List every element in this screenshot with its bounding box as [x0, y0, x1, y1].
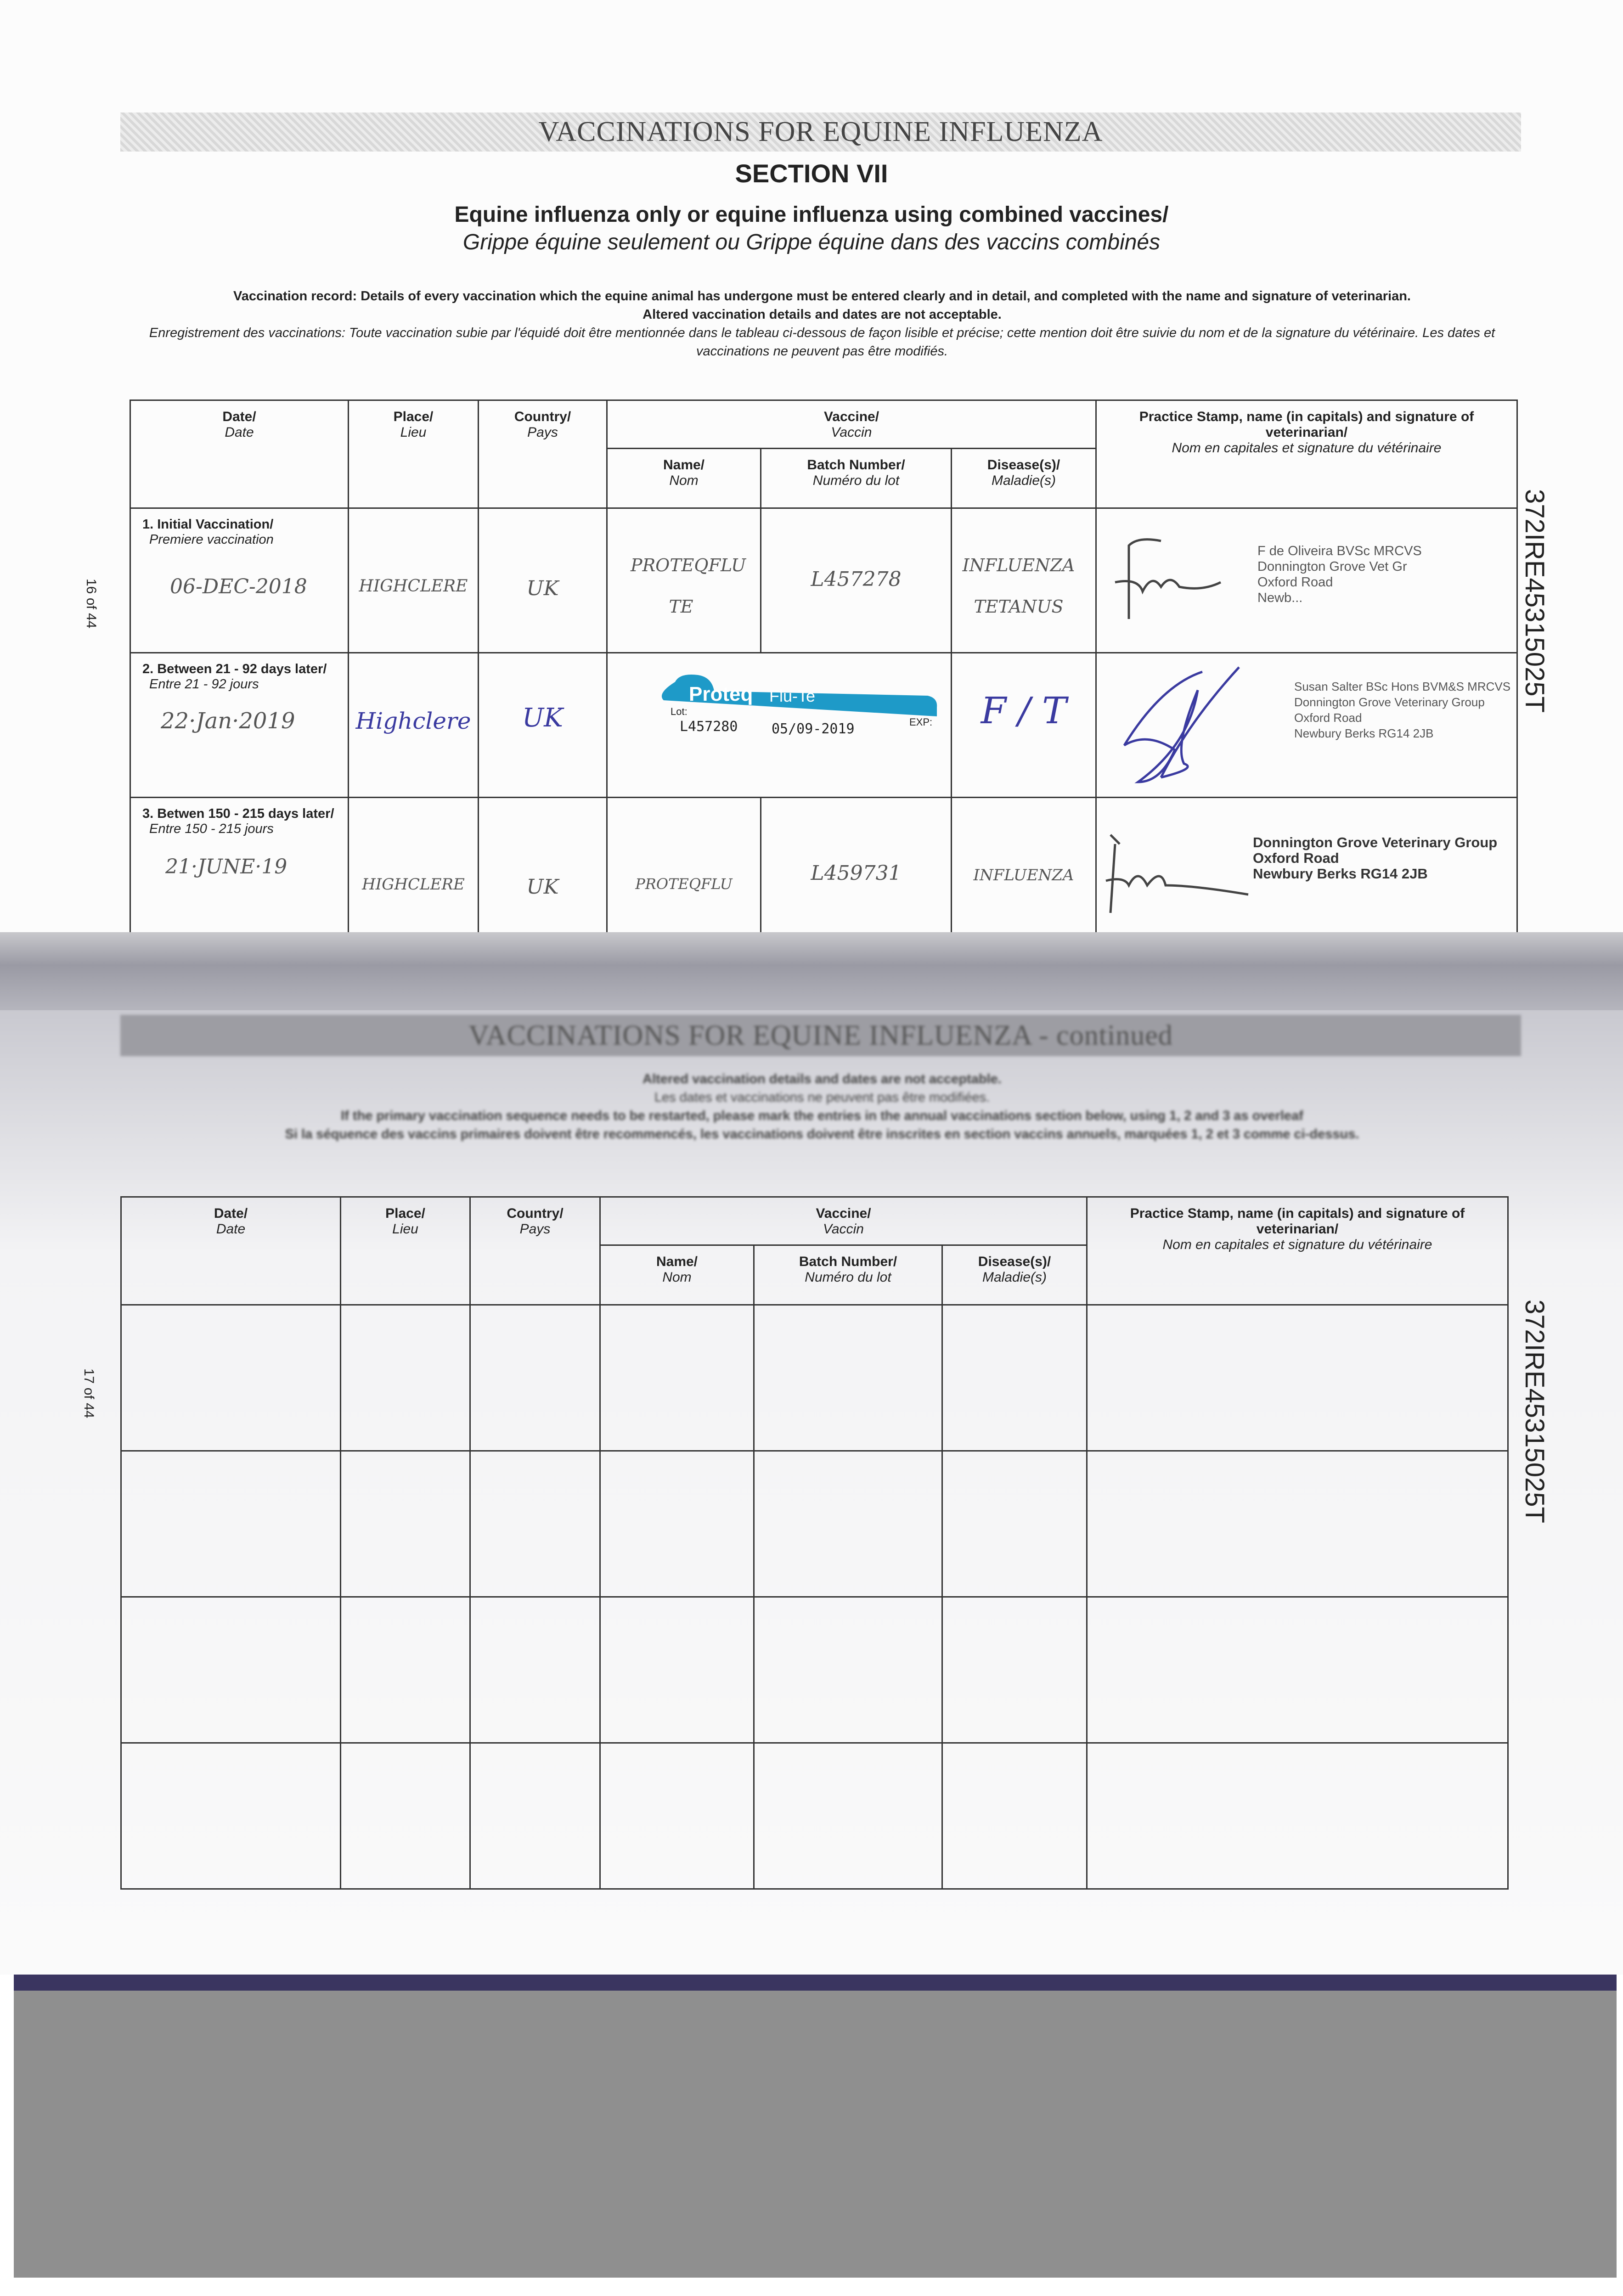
table-cell: [470, 1451, 600, 1597]
table-cell: [349, 653, 479, 798]
table-cell: [341, 1743, 470, 1889]
col-place: Place/ Lieu: [349, 400, 479, 508]
date-value: 06-DEC-2018: [170, 575, 307, 598]
passport-id: 372IRE45315025T: [1520, 489, 1550, 713]
table-cell: [479, 798, 607, 942]
column-header: Name/ Nom: [600, 1245, 754, 1305]
table-cell: [470, 1305, 600, 1451]
table-cell: [341, 1451, 470, 1597]
lot-value: L457280: [680, 719, 738, 735]
empty-row[interactable]: [121, 1743, 1508, 1889]
col-stamp: Practice Stamp, name (in capitals) and signature of veterinarian/ Nom en capitales et signature du vétérinaire: [1096, 400, 1517, 508]
empty-row[interactable]: [121, 1305, 1508, 1451]
subtitle-en: Equine influenza only or equine influenza using combined vaccines/: [454, 203, 1169, 227]
exp-value: 05/09-2019: [772, 721, 855, 737]
table-cell: [1087, 1305, 1508, 1451]
country-value: UK: [526, 577, 559, 600]
table-cell: [121, 1305, 341, 1451]
place-value: Highclere: [355, 708, 471, 734]
banner-title-2: VACCINATIONS FOR EQUINE INFLUENZA - continued: [468, 1019, 1173, 1051]
note-fr: Les dates et vaccinations ne peuvent pas être modifiées.: [654, 1090, 990, 1105]
binding-edge: [14, 1975, 1617, 1991]
vet-stamp: Susan Salter BSc Hons BVM&S MRCVS Donnington Grove Veterinary Group Oxford Road Newbury Berks RG14 2JB: [1294, 680, 1511, 740]
column-header: Country/ Pays: [470, 1197, 600, 1305]
lot-label: Lot:: [671, 706, 688, 717]
signature: [1101, 826, 1253, 917]
table-cell: [479, 653, 607, 798]
instructions-en: Vaccination record: Details of every vaccination which the equine animal has undergone must be entered clearly and in detail, and completed with the name and signature of veterinarian.: [233, 289, 1411, 304]
column-header: Vaccine/ Vaccin: [600, 1197, 1087, 1245]
table-cell: [121, 1743, 341, 1889]
table-cell: [600, 1597, 754, 1743]
table-cell: [479, 508, 607, 653]
table-cell: [607, 508, 761, 653]
table-cell: [1096, 653, 1517, 798]
col-country: Country/ Pays: [479, 400, 607, 508]
table-cell: [942, 1451, 1087, 1597]
date-value: 21·JUNE·19: [165, 855, 287, 878]
table-row: [130, 508, 1517, 653]
table-cell: 3. Betwen 150 - 215 days later/ Entre 150 - 215 jours 21·JUNE·19: [130, 798, 349, 942]
place-value: HIGHCLERE: [362, 875, 465, 894]
disease-value: INFLUENZA: [973, 866, 1074, 884]
restart-en: If the primary vaccination sequence needs to be restarted, please mark the entries in the annual vaccinations section below, using 1, 2 and 3 as overleaf: [341, 1109, 1303, 1123]
table-cell: [754, 1305, 942, 1451]
batch-value: L457278: [811, 568, 902, 591]
column-header: Date/ Date: [121, 1197, 341, 1305]
table-cell: [952, 798, 1096, 942]
exp-label: EXP:: [909, 716, 933, 728]
table-row: [130, 798, 1517, 942]
col-name: Name/ Nom: [607, 449, 761, 508]
table-cell: [600, 1305, 754, 1451]
column-header: Place/ Lieu: [341, 1197, 470, 1305]
disease-value: F / T: [981, 689, 1067, 732]
vet-stamp: F de Oliveira BVSc MRCVS Donnington Grove Vet Gr Oxford Road Newb...: [1257, 544, 1422, 605]
country-value: UK: [526, 875, 559, 899]
signature: [1110, 527, 1230, 628]
empty-row[interactable]: [121, 1451, 1508, 1597]
col-date: Date/ Date: [130, 400, 349, 508]
table-cell: [754, 1743, 942, 1889]
page-fold: [0, 932, 1623, 1015]
table-cell: [1087, 1743, 1508, 1889]
vaccine-name-value: PROTEQFLU: [635, 875, 733, 893]
page-banner-2: [120, 1015, 1521, 1056]
table-cell: [341, 1597, 470, 1743]
sticker-product: Flu-Te: [769, 687, 816, 705]
instructions-fr: Enregistrement des vaccinations: Toute vaccination subie par l'équidé doit être mentionnée dans le tableau ci-dessous de façon lisible et précise; cette mention doit être suivie du nom et de la signature du vétérinaire. Les dates et vaccinations ne peuvent pas être modifiés.: [149, 326, 1495, 359]
table-cell: [349, 508, 479, 653]
country-value: UK: [522, 703, 564, 733]
column-header: Practice Stamp, name (in capitals) and signature of veterinarian/ Nom en capitales et signature du vétérinaire: [1087, 1197, 1508, 1305]
table-cell: [1087, 1597, 1508, 1743]
table-cell: [600, 1451, 754, 1597]
page-banner: [120, 113, 1521, 152]
vaccination-table: [130, 400, 1518, 943]
sticker-brand: Proteq: [689, 683, 753, 705]
column-header: Disease(s)/ Maladie(s): [942, 1245, 1087, 1305]
col-batch: Batch Number/ Numéro du lot: [761, 449, 952, 508]
subtitle-fr: Grippe équine seulement ou Grippe équine dans des vaccins combinés: [462, 230, 1161, 254]
table-cell: [942, 1743, 1087, 1889]
passport-id-2: 372IRE45315025T: [1520, 1300, 1550, 1523]
table-cell: 2. Between 21 - 92 days later/ Entre 21 - 92 jours 22·Jan·2019: [130, 653, 349, 798]
page-number: 16 of 44: [84, 579, 99, 629]
table-cell: [349, 798, 479, 942]
signature: [1106, 663, 1267, 787]
table-cell: [754, 1597, 942, 1743]
table-cell: [761, 508, 952, 653]
table-cell: [952, 653, 1096, 798]
instructions-en-2: Altered vaccination details and dates are not acceptable.: [642, 307, 1002, 322]
table-cell: [470, 1597, 600, 1743]
instructions: [129, 287, 1516, 360]
table-cell: [341, 1305, 470, 1451]
vaccination-table-continued: [120, 1196, 1509, 1890]
date-value: 22·Jan·2019: [161, 708, 295, 734]
vaccine-sticker: [657, 673, 941, 737]
table-cell: [1087, 1451, 1508, 1597]
place-value: HIGHCLERE: [359, 577, 468, 596]
table-cell: [754, 1451, 942, 1597]
vet-stamp: Donnington Grove Veterinary Group Oxford Road Newbury Berks RG14 2JB: [1253, 834, 1498, 882]
table-cell: [952, 508, 1096, 653]
col-vaccine: Vaccine/ Vaccin: [607, 400, 1096, 449]
table-cell: [1096, 798, 1517, 942]
page2-notes: [129, 1070, 1516, 1143]
banner-title: VACCINATIONS FOR EQUINE INFLUENZA: [538, 116, 1103, 147]
stamp-cell: [1096, 508, 1517, 653]
section-title: SECTION VII: [735, 159, 888, 188]
column-header: Batch Number/ Numéro du lot: [754, 1245, 942, 1305]
vaccine-name-value: PROTEQFLU TE: [631, 555, 746, 617]
table-cell: [942, 1597, 1087, 1743]
scanner-backing: [14, 1991, 1617, 2278]
row-label: 1. Initial Vaccination/ Premiere vaccination 06-DEC-2018: [130, 508, 349, 653]
col-disease: Disease(s)/ Maladie(s): [952, 449, 1096, 508]
table-cell: [121, 1597, 341, 1743]
table-cell: [607, 798, 761, 942]
batch-value: L459731: [811, 861, 902, 885]
disease-value: INFLUENZA TETANUS: [962, 555, 1075, 617]
table-cell: [121, 1451, 341, 1597]
table-cell: [600, 1743, 754, 1889]
note-en: Altered vaccination details and dates are not acceptable.: [642, 1072, 1002, 1086]
restart-fr: Si la séquence des vaccins primaires doivent être recommencés, les vaccinations doivent être inscrites en section vaccins annuels, marquées 1, 2 et 3 comme ci-dessus.: [285, 1127, 1359, 1142]
empty-row[interactable]: [121, 1597, 1508, 1743]
table-cell: [942, 1305, 1087, 1451]
page-number-2: 17 of 44: [81, 1368, 96, 1418]
table-cell: [761, 798, 952, 942]
table-cell: [470, 1743, 600, 1889]
